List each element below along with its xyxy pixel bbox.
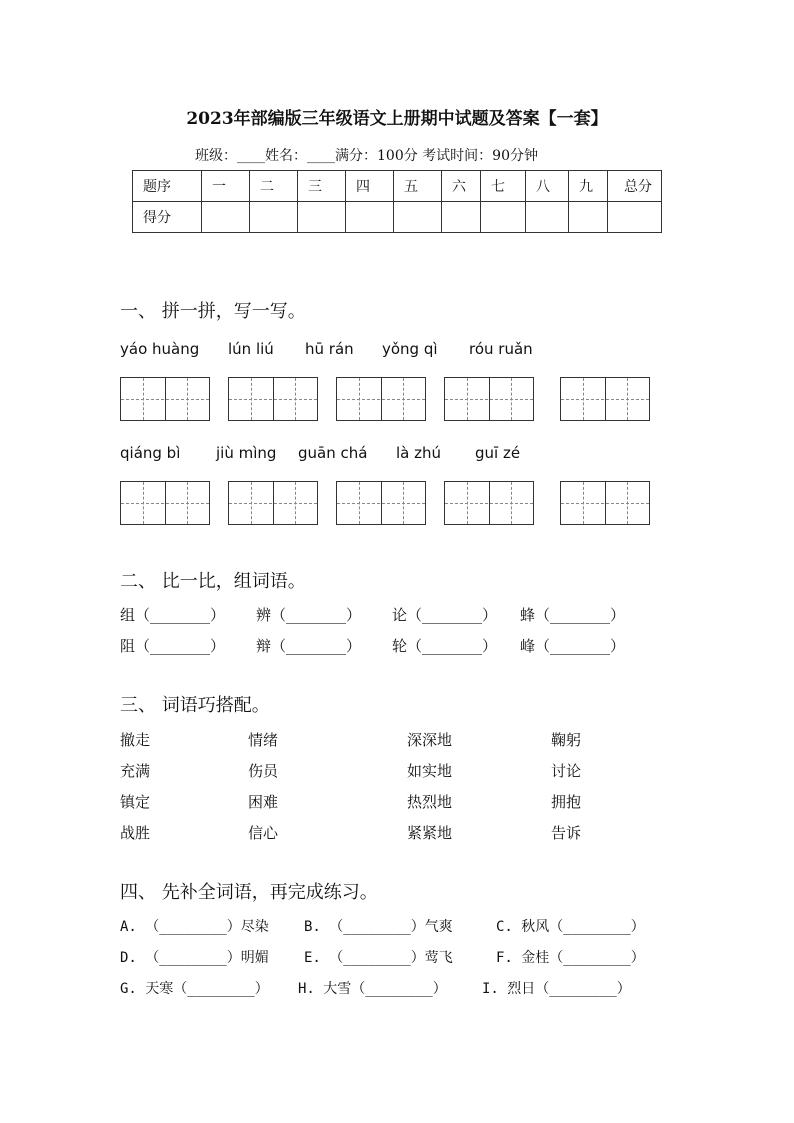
match-word[interactable]: 讨论 <box>551 762 582 780</box>
pinyin-label: jiù mìng <box>216 444 277 462</box>
table-cell: 题序 <box>133 171 202 202</box>
table-cell: 四 <box>346 171 394 202</box>
writing-grid[interactable] <box>336 377 426 421</box>
writing-grid[interactable] <box>120 481 210 525</box>
pinyin-label: róu ruǎn <box>469 340 533 358</box>
match-word[interactable]: 伤员 <box>248 762 279 780</box>
idiom-blank[interactable]: B. （________）气爽 <box>304 919 453 935</box>
match-word[interactable]: 信心 <box>248 824 279 842</box>
writing-grid[interactable] <box>444 377 534 421</box>
score-input-cell[interactable] <box>202 202 250 233</box>
idiom-blank[interactable]: F. 金桂（________） <box>496 950 645 966</box>
word-blank[interactable]: 峰（________） <box>520 637 626 655</box>
match-word[interactable]: 热烈地 <box>407 793 453 811</box>
score-input-cell[interactable] <box>481 202 526 233</box>
score-table-score-row <box>133 202 662 233</box>
writing-grid[interactable] <box>560 481 650 525</box>
idiom-blank[interactable]: I. 烈日（________） <box>482 981 631 997</box>
score-input-cell[interactable] <box>442 202 481 233</box>
idiom-blank[interactable]: A. （________）尽染 <box>120 919 269 935</box>
pinyin-label: guān chá <box>298 444 368 462</box>
section1-heading: 一、 拼一拼，写一写。 <box>120 301 306 322</box>
match-word[interactable]: 困难 <box>248 793 279 811</box>
table-cell: 六 <box>442 171 481 202</box>
score-input-cell[interactable] <box>608 202 662 233</box>
table-cell: 八 <box>526 171 569 202</box>
score-input-cell[interactable] <box>346 202 394 233</box>
idiom-blank[interactable]: D. （________）明媚 <box>120 950 269 966</box>
match-word[interactable]: 鞠躬 <box>551 731 582 749</box>
score-input-cell[interactable] <box>394 202 442 233</box>
match-word[interactable]: 拥抱 <box>551 793 582 811</box>
idiom-blank[interactable]: E. （________）莺飞 <box>304 950 453 966</box>
table-cell: 九 <box>569 171 608 202</box>
match-word[interactable]: 如实地 <box>407 762 453 780</box>
score-input-cell[interactable] <box>250 202 298 233</box>
writing-grid[interactable] <box>120 377 210 421</box>
pinyin-label: qiáng bì <box>120 444 181 462</box>
match-word[interactable]: 镇定 <box>120 793 151 811</box>
idiom-blank[interactable]: G. 天寒（________） <box>120 981 269 997</box>
match-word[interactable]: 战胜 <box>120 824 151 842</box>
writing-grid[interactable] <box>228 377 318 421</box>
word-blank[interactable]: 阻（________） <box>120 637 226 655</box>
idiom-blank[interactable]: H. 大雪（________） <box>298 981 447 997</box>
writing-grid[interactable] <box>560 377 650 421</box>
match-word[interactable]: 告诉 <box>551 824 582 842</box>
match-word[interactable]: 撤走 <box>120 731 151 749</box>
match-word[interactable]: 充满 <box>120 762 151 780</box>
section3-heading: 三、 词语巧搭配。 <box>120 695 270 716</box>
page-title: 2023年部编版三年级语文上册期中试题及答案【一套】 <box>186 109 608 129</box>
word-blank[interactable]: 辩（________） <box>256 637 362 655</box>
idiom-blank[interactable]: C. 秋风（________） <box>496 919 645 935</box>
section2-heading: 二、 比一比，组词语。 <box>120 571 306 592</box>
table-cell: 五 <box>394 171 442 202</box>
match-word[interactable]: 紧紧地 <box>407 824 453 842</box>
table-cell: 总分 <box>608 171 662 202</box>
student-info-line: 班级：____姓名：____满分：100分 考试时间：90分钟 <box>195 148 538 164</box>
table-cell: 二 <box>250 171 298 202</box>
writing-grid[interactable] <box>444 481 534 525</box>
pinyin-label: lún liú <box>228 340 274 358</box>
pinyin-label: hū rán <box>305 340 354 358</box>
table-cell: 一 <box>202 171 250 202</box>
pinyin-label: guī zé <box>475 444 521 462</box>
match-word[interactable]: 深深地 <box>407 731 453 749</box>
word-blank[interactable]: 轮（________） <box>392 637 498 655</box>
word-blank[interactable]: 组（________） <box>120 606 226 624</box>
score-table-header-row <box>133 171 662 202</box>
score-input-cell[interactable] <box>526 202 569 233</box>
score-input-cell[interactable] <box>569 202 608 233</box>
section4-heading: 四、 先补全词语，再完成练习。 <box>120 882 378 903</box>
score-table <box>132 170 662 233</box>
score-input-cell[interactable] <box>298 202 346 233</box>
writing-grid[interactable] <box>336 481 426 525</box>
table-cell: 得分 <box>133 202 202 233</box>
writing-grid[interactable] <box>228 481 318 525</box>
pinyin-label: yáo huàng <box>120 340 200 358</box>
word-blank[interactable]: 蜂（________） <box>520 606 626 624</box>
pinyin-label: yǒng qì <box>382 340 438 358</box>
table-cell: 三 <box>298 171 346 202</box>
match-word[interactable]: 情绪 <box>248 731 279 749</box>
pinyin-label: là zhú <box>396 444 442 462</box>
table-cell: 七 <box>481 171 526 202</box>
word-blank[interactable]: 论（________） <box>392 606 498 624</box>
word-blank[interactable]: 辨（________） <box>256 606 362 624</box>
